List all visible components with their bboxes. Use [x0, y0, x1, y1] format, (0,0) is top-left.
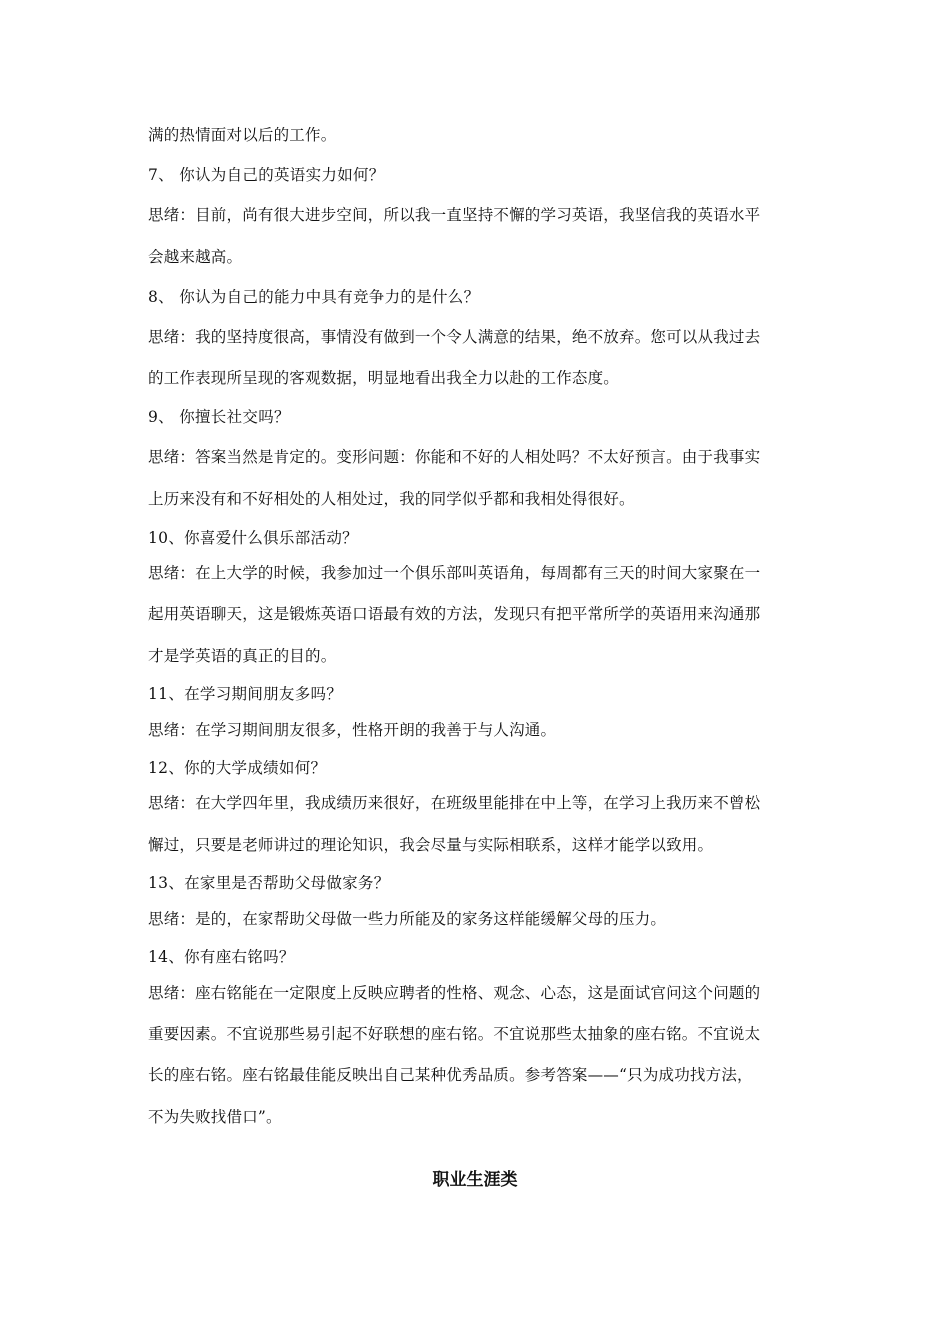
- answer-line: 思绪：座右铭能在一定限度上反映应聘者的性格、观念、心态，这是面试官问这个问题的: [148, 984, 761, 1002]
- answer-line: 不为失败找借口”。: [148, 1108, 282, 1126]
- question-13: 13、在家里是否帮助父母做家务？: [148, 874, 390, 892]
- answer-line: 会越来越高。: [148, 248, 243, 266]
- text-line: 满的热情面对以后的工作。: [148, 126, 337, 144]
- question-9: 9、 你擅长社交吗？: [148, 408, 290, 426]
- question-12: 12、你的大学成绩如何？: [148, 759, 327, 777]
- answer-line: 思绪：是的，在家帮助父母做一些力所能及的家务这样能缓解父母的压力。: [148, 910, 667, 928]
- answer-line: 的工作表现所呈现的客观数据，明显地看出我全力以赴的工作态度。: [148, 369, 620, 387]
- question-8: 8、 你认为自己的能力中具有竞争力的是什么？: [148, 288, 480, 306]
- answer-line: 上历来没有和不好相处的人相处过，我的同学似乎都和我相处得很好。: [148, 490, 635, 508]
- question-14: 14、你有座右铭吗？: [148, 948, 295, 966]
- section-title: 职业生涯类: [432, 1170, 518, 1190]
- answer-line: 思绪：在学习期间朋友很多，性格开朗的我善于与人沟通。: [148, 721, 557, 739]
- answer-line: 重要因素。不宜说那些易引起不好联想的座右铭。不宜说那些太抽象的座右铭。不宜说太: [148, 1025, 761, 1043]
- answer-line: 思绪：在上大学的时候，我参加过一个俱乐部叫英语角，每周都有三天的时间大家聚在一: [148, 564, 761, 582]
- answer-line: 起用英语聊天，这是锻炼英语口语最有效的方法，发现只有把平常所学的英语用来沟通那: [148, 605, 761, 623]
- question-7: 7、 你认为自己的英语实力如何？: [148, 166, 385, 184]
- answer-line: 才是学英语的真正的目的。: [148, 647, 337, 665]
- answer-line: 长的座右铭。座右铭最佳能反映出自己某种优秀品质。参考答案——“只为成功找方法，: [148, 1066, 753, 1084]
- answer-line: 思绪：在大学四年里，我成绩历来很好，在班级里能排在中上等，在学习上我历来不曾松: [148, 794, 761, 812]
- answer-line: 懈过，只要是老师讲过的理论知识，我会尽量与实际相联系，这样才能学以致用。: [148, 836, 714, 854]
- question-10: 10、你喜爱什么俱乐部活动？: [148, 529, 358, 547]
- answer-line: 思绪：我的坚持度很高，事情没有做到一个令人满意的结果，绝不放弃。您可以从我过去: [148, 328, 761, 346]
- question-11: 11、在学习期间朋友多吗？: [148, 685, 343, 703]
- answer-line: 思绪：答案当然是肯定的。变形问题：你能和不好的人相处吗？不太好预言。由于我事实: [148, 448, 761, 466]
- answer-line: 思绪：目前，尚有很大进步空间，所以我一直坚持不懈的学习英语，我坚信我的英语水平: [148, 206, 761, 224]
